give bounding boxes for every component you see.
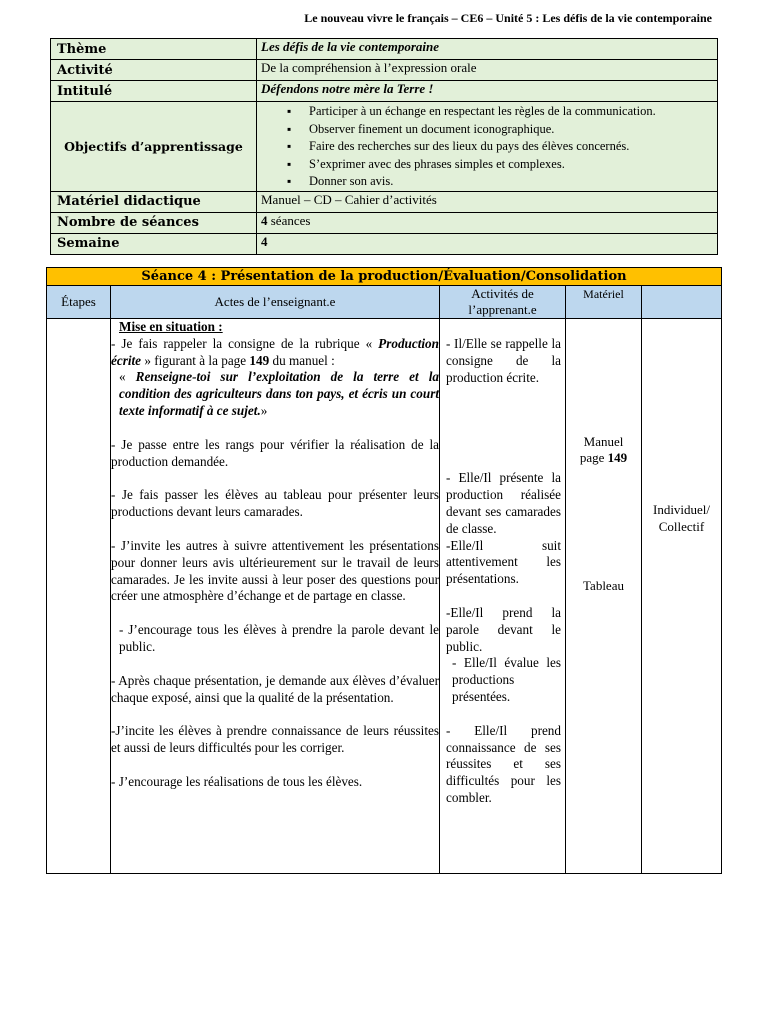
seance-title: Séance 4 : Présentation de la production/Évaluation/Consolidation <box>47 268 722 286</box>
nombre-value: 4 séances <box>257 212 718 233</box>
actes-cell <box>111 319 440 874</box>
activite-paragraph: - Il/Elle se rappelle la consigne de la production écrite. <box>446 336 561 385</box>
objectifs-list <box>261 103 713 191</box>
activite-paragraph: - Elle/Il évalue les productions présentées. <box>452 655 561 704</box>
acte-paragraph: - Je fais rappeler la consigne de la rubrique « Production écrite » figurant à la page 149 du manuel : <box>111 335 439 368</box>
modalite-cell <box>642 319 722 874</box>
theme-label: Thème <box>51 39 257 60</box>
activites-cell <box>440 319 566 874</box>
objectif-item: ▪ Faire des recherches sur des lieux du pays des élèves concernés. <box>309 138 713 156</box>
objectif-item: ▪ Donner son avis. <box>309 173 713 191</box>
activite-paragraph: - Elle/Il prend connaissance de ses réussites et ses difficultés pour les combler. <box>446 722 561 805</box>
objectifs-label: Objectifs d’apprentissage <box>51 102 257 192</box>
acte-paragraph: -J’incite les élèves à prendre connaissance de leurs réussites et aussi de leurs difficultés pour les corriger. <box>111 723 439 756</box>
objectif-item: ▪ S’exprimer avec des phrases simples et complexes. <box>309 156 713 174</box>
activite-paragraph: - Elle/Il présente la production réalisée devant ses camarades de classe. <box>446 470 561 536</box>
activite-value: De la compréhension à l’expression orale <box>257 60 718 81</box>
acte-paragraph: - Après chaque présentation, je demande aux élèves d’évaluer chaque exposé, ainsi que la qualité de la présentation. <box>111 672 439 705</box>
semaine-label: Semaine <box>51 233 257 254</box>
materiel-value: Manuel – CD – Cahier d’activités <box>257 191 718 212</box>
theme-value: Les défis de la vie contemporaine <box>257 39 718 60</box>
intitule-value: Défendons notre mère la Terre ! <box>257 81 718 102</box>
nombre-label: Nombre de séances <box>51 212 257 233</box>
page-header: Le nouveau vivre le français – CE6 – Unité 5 : Les défis de la vie contemporaine <box>304 11 712 25</box>
header-actes: Actes de l’enseignant.e <box>111 286 440 319</box>
objectif-item: ▪ Participer à un échange en respectant les règles de la communication. <box>309 103 713 121</box>
acte-paragraph: - Je fais passer les élèves au tableau pour présenter leurs productions devant leurs camarades. <box>111 487 439 520</box>
materiel-manuel: Manuel page 149 <box>579 434 628 465</box>
activite-paragraph: -Elle/Il suit attentivement les présentations. <box>446 537 561 587</box>
header-extra <box>642 286 722 319</box>
consigne-quote: « Renseigne-toi sur l’exploitation de la terre et la condition des agriculteurs dans ton pays, et écris un court texte informatif à ce sujet.» <box>119 369 439 418</box>
header-etapes: Étapes <box>47 286 111 319</box>
lesson-info-table <box>50 38 718 255</box>
activite-paragraph: -Elle/Il prend la parole devant le public. <box>446 604 561 654</box>
materiel-label: Matériel didactique <box>51 191 257 212</box>
acte-paragraph: - Je passe entre les rangs pour vérifier la réalisation de la production demandée. <box>111 436 439 469</box>
mise-en-situation-heading: Mise en situation : <box>119 319 223 334</box>
objectifs-list-cell <box>257 102 718 192</box>
acte-paragraph: - J’encourage les réalisations de tous les élèves. <box>111 773 363 789</box>
objectif-item: ▪ Observer finement un document iconographique. <box>309 121 713 139</box>
intitule-label: Intitulé <box>51 81 257 102</box>
materiel-cell <box>566 319 642 874</box>
acte-paragraph: - J’invite les autres à suivre attentivement les présentations pour donner leurs avis ultérieurement sur le travail de leurs camarades. Je les invite aussi à leur poser des questions pour créer une atmosphère d’échange et de partage en classe. <box>111 537 439 604</box>
seance-table <box>46 267 722 874</box>
materiel-tableau: Tableau <box>583 578 624 593</box>
etapes-cell <box>47 319 111 874</box>
modalite-value: Individuel/ Collectif <box>652 502 711 534</box>
header-activites: Activités de l’apprenant.e <box>440 286 566 319</box>
semaine-value: 4 <box>257 233 718 254</box>
acte-paragraph: - J’encourage tous les élèves à prendre la parole devant le public. <box>119 622 439 654</box>
header-materiel: Matériel <box>566 286 642 319</box>
activite-label: Activité <box>51 60 257 81</box>
